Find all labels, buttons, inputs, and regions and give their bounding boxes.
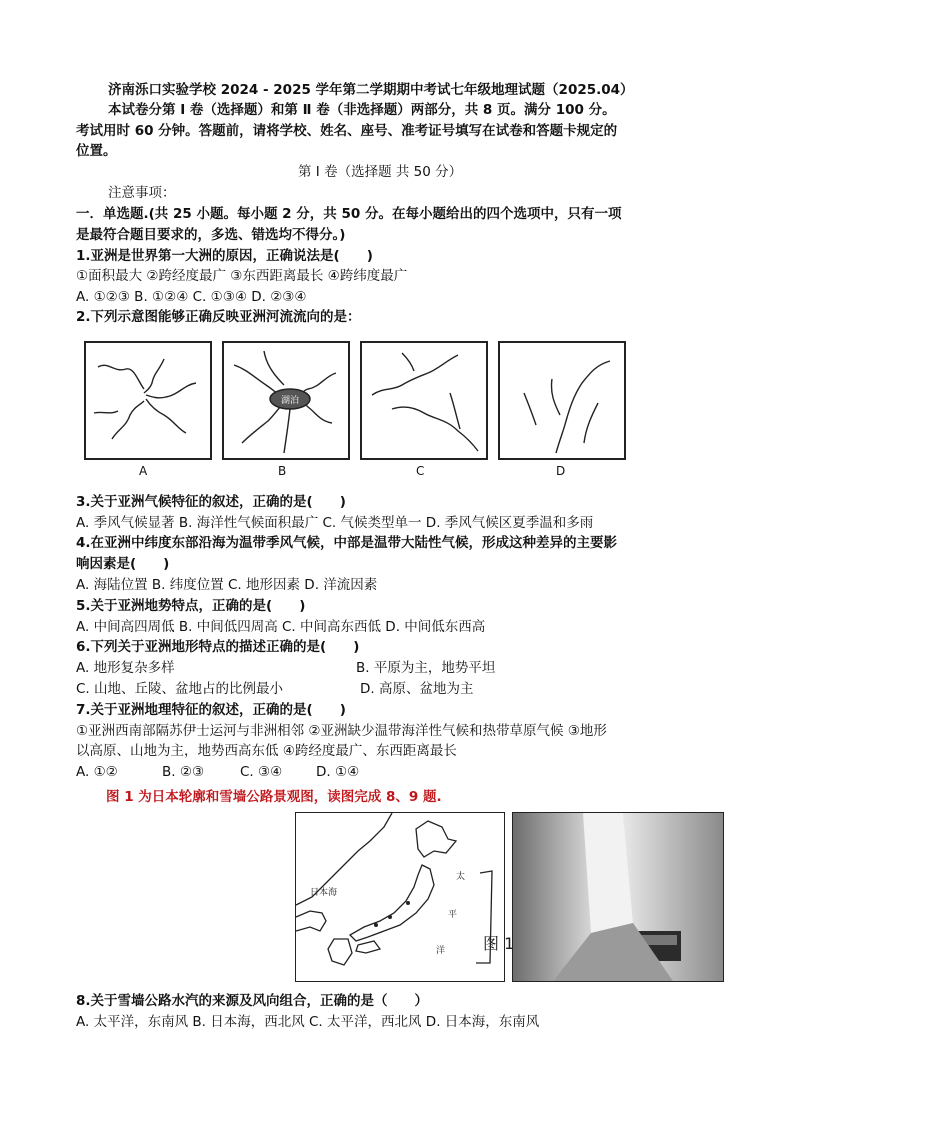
japan-map-drawing (296, 813, 504, 981)
q1-options: A. ①②③ B. ①②④ C. ①③④ D. ②③④ (76, 289, 307, 305)
intro-line-3: 位置。 (76, 143, 117, 159)
map-label-b: B (278, 464, 287, 478)
q6-option-b: B. 平原为主，地势平坦 (356, 660, 496, 676)
q4-stem-1: 4.在亚洲中纬度东部沿海为温带季风气候，中部是温带大陆性气候，形成这种差异的主要影 (76, 535, 618, 551)
q7-statements-2: 以高原、山地为主，地势西高东低 ④跨经度最广、东西距离最长 (76, 743, 457, 759)
fig1-intro: 图 1 为日本轮廓和雪墙公路景观图，读图完成 8、9 题. (106, 789, 442, 805)
q6-stem: 6.下列关于亚洲地形特点的描述正确的是( ) (76, 639, 360, 655)
river-map-a (84, 341, 212, 460)
river-map-b (222, 341, 350, 460)
q5-stem: 5.关于亚洲地势特点，正确的是( ) (76, 598, 306, 614)
q7-stem: 7.关于亚洲地理特征的叙述，正确的是( ) (76, 702, 346, 718)
river-map-d-drawing (500, 343, 624, 458)
intro-line-2: 考试用时 60 分钟。答题前，请将学校、姓名、座号、准考证号填写在试卷和答题卡规定的 (76, 123, 618, 139)
q6-option-c: C. 山地、丘陵、盆地占的比例最小 (76, 681, 284, 697)
q7-option-a: A. ①② (76, 764, 118, 780)
sea-of-japan-label: 日本海 (310, 888, 338, 898)
section-title: 第 Ⅰ 卷（选择题 共 50 分） (298, 164, 463, 180)
river-map-c-drawing (362, 343, 486, 458)
q6-option-d: D. 高原、盆地为主 (360, 681, 474, 697)
intro-line-1: 本试卷分第 Ⅰ 卷（选择题）和第 Ⅱ 卷（非选择题）两部分，共 8 页。满分 100 分。 (108, 102, 616, 118)
part1-instruction-1: 一．单选题.(共 25 小题。每小题 2 分，共 50 分。在每小题给出的四个选项中，只有一项 (76, 206, 622, 222)
q1-statements: ①面积最大 ②跨经度最广 ③东西距离最长 ④跨纬度最广 (76, 268, 408, 284)
q7-option-b: B. ②③ (162, 764, 205, 780)
map-label-d: D (556, 464, 566, 478)
q5-options: A. 中间高四周低 B. 中间低四周高 C. 中间高东西低 D. 中间低东西高 (76, 619, 486, 635)
q3-stem: 3.关于亚洲气候特征的叙述，正确的是( ) (76, 494, 346, 510)
exam-title: 济南泺口实验学校 2024 - 2025 学年第二学期期中考试七年级地理试题（2025.04） (108, 82, 634, 98)
q4-options: A. 海陆位置 B. 纬度位置 C. 地形因素 D. 洋流因素 (76, 577, 378, 593)
map-label-a: A (139, 464, 148, 478)
notice-label: 注意事项： (108, 185, 176, 201)
map-label-c: C (416, 464, 425, 478)
river-map-c (360, 341, 488, 460)
japan-map (295, 812, 505, 982)
river-map-b-drawing (224, 343, 348, 458)
lake-label: 湖泊 (280, 396, 300, 406)
part1-instruction-2: 是最符合题目要求的，多选、错选均不得分。) (76, 227, 346, 243)
pacific-label-1: 太 (456, 872, 466, 882)
q7-option-d: D. ①④ (316, 764, 360, 780)
q7-statements-1: ①亚洲西南部隔苏伊士运河与非洲相邻 ②亚洲缺少温带海洋性气候和热带草原气候 ③地形 (76, 723, 607, 739)
snow-wall-photo (483, 812, 724, 982)
q2-stem: 2.下列示意图能够正确反映亚洲河流流向的是： (76, 309, 361, 325)
fig1-caption: 图 1 (483, 934, 515, 953)
q4-stem-2: 响因素是( ) (76, 556, 170, 572)
pacific-label-3: 洋 (436, 946, 446, 956)
q6-option-a: A. 地形复杂多样 (76, 660, 175, 676)
q3-options: A. 季风气候显著 B. 海洋性气候面积最广 C. 气候类型单一 D. 季风气候区夏季温和多雨 (76, 515, 594, 531)
snow-wall-photo-drawing (513, 813, 723, 981)
q8-stem: 8.关于雪墙公路水汽的来源及风向组合，正确的是（ ） (76, 993, 429, 1009)
river-map-a-drawing (86, 343, 210, 458)
q8-options: A. 太平洋，东南风 B. 日本海，西北风 C. 太平洋，西北风 D. 日本海，东南风 (76, 1014, 540, 1030)
river-map-d (498, 341, 626, 460)
q7-option-c: C. ③④ (240, 764, 283, 780)
q1-stem: 1.亚洲是世界第一大洲的原因，正确说法是( ) (76, 248, 373, 264)
pacific-label-2: 平 (448, 910, 458, 920)
